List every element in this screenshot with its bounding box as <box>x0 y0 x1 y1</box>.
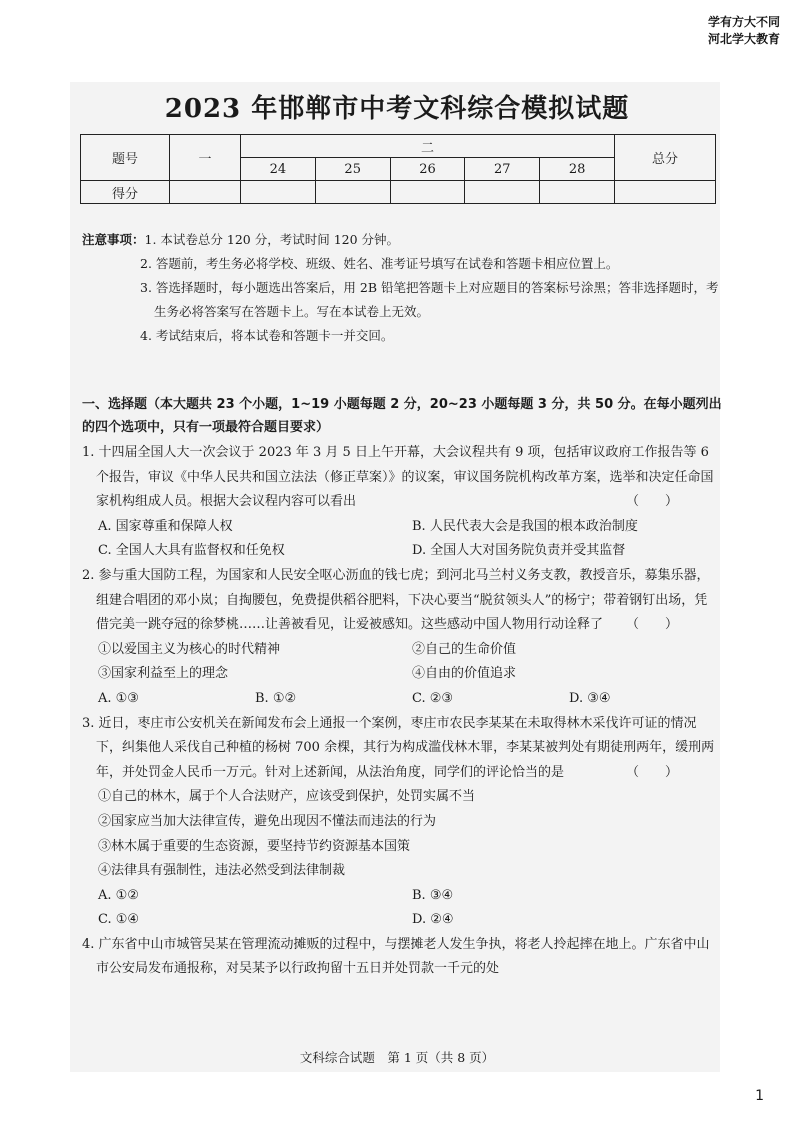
statement-4: ④法律具有强制性，违法必然受到法律制裁 <box>98 863 346 879</box>
question-4 <box>82 933 718 982</box>
option-b[interactable]: B. ③④ <box>412 887 454 903</box>
option-b[interactable]: B. 人民代表大会是我国的根本政治制度 <box>412 518 638 534</box>
option-d[interactable]: D. 全国人大对国务院负责并受其监督 <box>412 543 626 559</box>
sub-question-26: 26 <box>390 158 465 181</box>
question-stem: 3. 近日，枣庄市公安机关在新闻发布会上通报一个案例，枣庄市农民李某某在未取得林木采伐许可证的情况下，纠集他人采伐自己种植的杨树 700 余棵，其行为构成滥伐林木罪，李某某被判处有期徒刑两年，缓刑两年，并处罚金人民币一万元。针对上述新闻，从法治角度，同学们的评论恰当的是 （ ） <box>82 712 718 786</box>
note-item: 3. 答选择题时，每小题选出答案后，用 2B 铅笔把答题卡上对应题目的答案标号涂黑；答非选择题时，考生务必将答案写在答题卡上。写在本试卷上无效。 <box>140 280 719 319</box>
statement-1: ①以爱国主义为核心的时代精神 <box>98 641 281 657</box>
total-header: 总分 <box>615 135 716 181</box>
option-a[interactable]: A. ①② <box>98 887 139 903</box>
score-cell[interactable] <box>170 181 241 204</box>
question-3 <box>82 712 718 933</box>
part-one-header: 一 <box>170 135 241 181</box>
statement-1: ①自己的林木，属于个人合法财产，应该受到保护，处罚实属不当 <box>98 789 476 805</box>
option-row <box>82 687 718 712</box>
score-cell[interactable] <box>315 181 390 204</box>
label-score: 得分 <box>81 181 170 204</box>
score-cell[interactable] <box>465 181 540 204</box>
label-question-number: 题号 <box>81 135 170 181</box>
score-cell[interactable] <box>615 181 716 204</box>
option-c[interactable]: C. 全国人大具有监督权和任免权 <box>98 543 285 559</box>
note-item: 2. 答题前，考生务必将学校、班级、姓名、准考证号填写在试卷和答题卡相应位置上。 <box>140 256 619 271</box>
notes-section <box>82 228 722 348</box>
notes-label: 注意事项： <box>82 232 145 247</box>
watermark-line-1: 学有方大不同 <box>707 15 780 29</box>
sub-question-24: 24 <box>241 158 316 181</box>
section-heading: 一、选择题（本大题共 23 个小题，1~19 小题每题 2 分，20~23 小题每题 3 分，共 50 分。在每小题列出的四个选项中，只有一项最符合题目要求） <box>82 397 722 435</box>
option-row <box>82 539 718 564</box>
score-table <box>80 134 716 204</box>
option-b[interactable]: B. ①② <box>255 690 297 706</box>
statement-3: ③国家利益至上的理念 <box>98 666 229 682</box>
questions <box>82 441 718 982</box>
option-d[interactable]: D. ②④ <box>412 912 454 928</box>
question-stem: 2. 参与重大国防工程，为国家和人民安全呕心沥血的钱七虎；到河北马兰村义务支教，教授音乐，募集乐器，组建合唱团的邓小岚；自掏腰包，免费提供稻谷肥料，下决心要当“脱贫领头人”的杨宁；带着钢钉出场，凭借完美一跳夺冠的徐梦桃……让善被看见，让爱被感知。这些感动中国人物用行动诠释了 （ ） <box>82 564 718 638</box>
option-row <box>82 884 718 909</box>
option-row <box>82 908 718 933</box>
score-cell[interactable] <box>540 181 615 204</box>
option-c[interactable]: C. ②③ <box>412 690 454 706</box>
option-c[interactable]: C. ①④ <box>98 912 140 928</box>
option-a[interactable]: A. 国家尊重和保障人权 <box>98 518 233 534</box>
exam-title: 2023 年邯郸市中考文科综合模拟试题 <box>164 94 630 124</box>
sub-question-25: 25 <box>315 158 390 181</box>
option-row <box>82 515 718 540</box>
question-2 <box>82 564 718 712</box>
option-d[interactable]: D. ③④ <box>569 690 611 706</box>
score-cell[interactable] <box>241 181 316 204</box>
answer-paren[interactable]: （ ） <box>625 764 678 780</box>
question-stem: 4. 广东省中山市城管吴某在管理流动摊贩的过程中，与摆摊老人发生争执，将老人拎起摔在地上。广东省中山市公安局发布通报称，对吴某予以行政拘留十五日并处罚款一千元的处 <box>82 936 710 977</box>
note-item: 4. 考试结束后，将本试卷和答题卡一并交回。 <box>140 328 394 343</box>
page-footer: 文科综合试题 第 1 页（共 8 页） <box>299 1050 495 1065</box>
statement-2: ②国家应当加大法律宣传，避免出现因不懂法而违法的行为 <box>98 813 437 829</box>
statement-3: ③林木属于重要的生态资源，要坚持节约资源基本国策 <box>98 838 411 854</box>
question-stem: 1. 十四届全国人大一次会议于 2023 年 3 月 5 日上午开幕，大会议程共有 9 项，包括审议政府工作报告等 6 个报告，审议《中华人民共和国立法法（修正草案）》的议案，审议国务院机构改革方案，选举和决定任命国家机构组成人员。根据大会议程内容可以看出 （ ） <box>82 441 718 515</box>
note-item: 注意事项：1. 本试卷总分 120 分，考试时间 120 分钟。 <box>82 232 400 247</box>
watermark <box>708 14 780 48</box>
answer-paren[interactable]: （ ） <box>625 617 678 633</box>
sub-question-28: 28 <box>540 158 615 181</box>
question-1 <box>82 441 718 564</box>
page-number: 1 <box>755 1088 764 1104</box>
statement-row <box>82 638 718 663</box>
statement-2: ②自己的生命价值 <box>412 641 517 657</box>
answer-paren[interactable]: （ ） <box>625 494 678 510</box>
part-two-header: 二 <box>241 135 615 158</box>
statement-row <box>82 662 718 687</box>
score-cell[interactable] <box>390 181 465 204</box>
option-a[interactable]: A. ①③ <box>98 690 139 706</box>
sub-question-27: 27 <box>465 158 540 181</box>
statement-4: ④自由的价值追求 <box>412 666 517 682</box>
watermark-line-2: 河北学大教育 <box>707 32 780 46</box>
